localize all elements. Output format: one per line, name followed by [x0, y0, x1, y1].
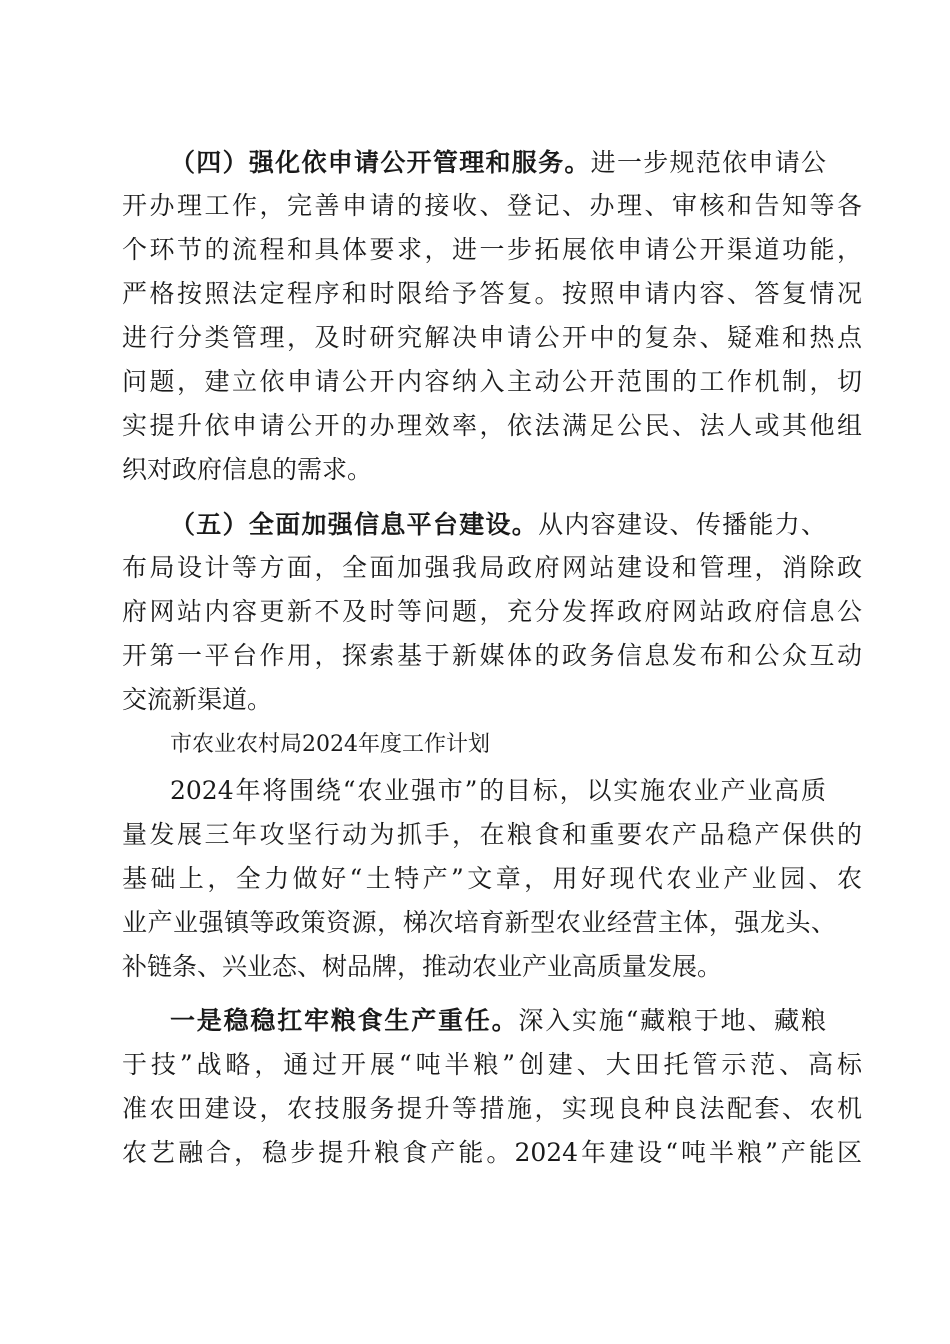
section-five-text: 从内容建设、传播能力、	[538, 510, 826, 539]
point-one-line-2: 于技”战略，通过开展“吨半粮”创建、大田托管示范、高标	[122, 1050, 862, 1079]
section-five-heading: （五）全面加强信息平台建设。	[170, 510, 539, 539]
intro-line-2: 量发展三年攻坚行动为抓手，在粮食和重要农产品稳产保供的	[122, 820, 862, 849]
section-four-heading: （四）强化依申请公开管理和服务。	[170, 148, 591, 177]
section-five-line-4: 开第一平台作用，探索基于新媒体的政务信息发布和公众互动	[122, 641, 862, 670]
section-four-line-8: 织对政府信息的需求。	[122, 455, 373, 484]
point-one-line-4: 农艺融合，稳步提升粮食产能。2024年建设“吨半粮”产能区	[122, 1138, 862, 1167]
point-one-heading: 一是稳稳扛牢粮食生产重任。	[170, 1006, 519, 1035]
section-five-line-5: 交流新渠道。	[122, 685, 273, 714]
section-five-line-1	[170, 505, 826, 545]
intro-line-3: 基础上，全力做好“土特产”文章，用好现代农业产业园、农	[122, 864, 862, 893]
point-one-text: 深入实施“藏粮于地、藏粮	[518, 1006, 826, 1035]
section-four-line-5: 进行分类管理，及时研究解决申请公开中的复杂、疑难和热点	[122, 323, 862, 352]
section-four-line-2: 开办理工作，完善申请的接收、登记、办理、审核和告知等各	[122, 191, 862, 220]
intro-line-5: 补链条、兴业态、树品牌，推动农业产业高质量发展。	[122, 952, 723, 981]
intro-line-1: 2024年将围绕“农业强市”的目标，以实施农业产业高质	[170, 776, 826, 805]
section-four-line-6: 问题，建立依申请公开内容纳入主动公开范围的工作机制，切	[122, 367, 862, 396]
section-five-line-3: 府网站内容更新不及时等问题，充分发挥政府网站政府信息公	[122, 597, 862, 626]
intro-line-4: 业产业强镇等政策资源，梯次培育新型农业经营主体，强龙头、	[122, 908, 836, 937]
section-four-line-1	[170, 143, 826, 183]
plan-title: 市农业农村局2024年度工作计划	[170, 732, 490, 757]
point-one-line-1	[170, 1001, 826, 1041]
section-four-line-7: 实提升依申请公开的办理效率，依法满足公民、法人或其他组	[122, 411, 862, 440]
section-four-text: 进一步规范依申请公	[590, 148, 826, 177]
section-five-line-2: 布局设计等方面，全面加强我局政府网站建设和管理，消除政	[122, 553, 862, 582]
section-four-line-3: 个环节的流程和具体要求，进一步拓展依申请公开渠道功能，	[122, 235, 862, 264]
point-one-line-3: 准农田建设，农技服务提升等措施，实现良种良法配套、农机	[122, 1094, 862, 1123]
section-four-line-4: 严格按照法定程序和时限给予答复。按照申请内容、答复情况	[122, 279, 862, 308]
